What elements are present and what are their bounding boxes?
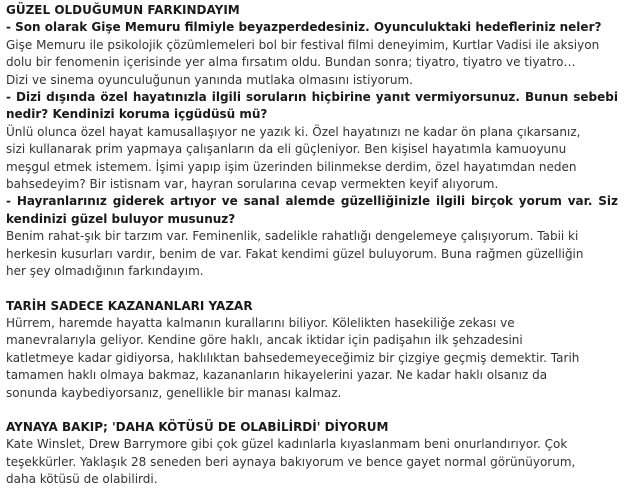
section-heading-guzel: GÜZEL OLDUĞUMUN FARKINDAYIM — [6, 3, 240, 17]
answer-line: herkesin kusurları vardır, benim de var. Fakat kendimi güzel buluyorum. Buna rağmen güzelliğin — [6, 246, 584, 261]
section-heading-aynaya: AYNAYA BAKIP; 'DAHA KÖTÜSÜ DE OLABİLİRDİ' DİYORUM — [6, 419, 389, 434]
answer-line: Gişe Memuru ile psikolojik çözümlemeleri bol bir festival filmi deneyimim, Kurtlar Vadisi ile aksiyon — [6, 37, 600, 52]
spacer — [6, 281, 618, 298]
answer-line: Dizi ve sinema oyunculuğunun yanında mutlaka olmasını istiyorum. — [6, 72, 413, 87]
spacer — [6, 402, 618, 419]
paragraph-line: manevralarıyla geliyor. Kendine göre haklı, ancak iktidar için padişahın ilk şehzadesini — [6, 333, 523, 348]
answer-line: Benim rahat-şık bir tarzım var. Feminenlik, sadelikle rahatlığı dengelemeye çalışıyorum. Tabii ki — [6, 229, 579, 244]
paragraph-line: sonunda kaybediyorsanız, genellikle bir manası kalmaz. — [6, 385, 342, 400]
answer-line: meşgul etmek istemem. İşimi yapıp işim üzerinden bilinmekse derdim, özel hayatımdan neden — [6, 159, 577, 174]
qa-block-1 — [6, 19, 618, 89]
paragraph-line: katletmeye kadar gidiyorsa, haklılıktan bahsedemeyeceğimiz bir çizgiye geçmiş demektir. Tarih — [6, 350, 580, 365]
answer-line: bahsedeyim? Bir istisnam var, hayran sorularına cevap vermekten keyif alıyorum. — [6, 177, 499, 192]
answer-line: her şey olmadığının farkındayım. — [6, 264, 204, 279]
qa-block-2 — [6, 89, 618, 193]
question-1: - Son olarak Gişe Memuru filmiyle beyazperdedesiniz. Oyunculuktaki hedefleriniz neler? — [6, 20, 602, 35]
answer-line: sizi kullanarak prim yapmaya çalışanların da eli güçleniyor. Ben kişisel hayatımla kamuoyunu — [6, 142, 567, 157]
question-3: - Hayranlarınız giderek artıyor ve sanal alemde güzelliğinizle ilgili birçok yorum var. Siz kendinizi güzel buluyor musunuz? — [6, 194, 618, 226]
qa-block-3 — [6, 193, 618, 280]
paragraph-line: teşekkürler. Yaklaşık 28 seneden beri aynaya bakıyorum ve bence gayet normal görünüyorum, — [6, 454, 576, 469]
answer-line: dolu bir fenomenin içerisinde yer alma fırsatım oldu. Bundan sonra; tiyatro, tiyatro ve tiyatro… — [6, 55, 576, 70]
aynaya-paragraph — [6, 436, 618, 488]
paragraph-line: tamamen haklı olmaya bakmaz, kazananların hikayelerini yazar. Ne kadar haklı olsanız da — [6, 368, 548, 383]
answer-3 — [6, 228, 618, 280]
question-2: - Dizi dışında özel hayatınızla ilgili soruların hiçbirine yanıt vermiyorsunuz. Bunun sebebi nedir? Kendinizi koruma içgüdüsü mü? — [6, 90, 618, 122]
paragraph-line: Hürrem, haremde hayatta kalmanın kurallarını biliyor. Kölelikten hasekiliğe zekası ve — [6, 315, 515, 330]
tarih-paragraph — [6, 315, 618, 402]
answer-line: Ünlü olunca özel hayat kamusallaşıyor ne yazık ki. Özel hayatınızı ne kadar ön plana çıkarsanız, — [6, 124, 581, 139]
section-heading-tarih: TARİH SADECE KAZANANLARI YAZAR — [6, 298, 253, 313]
paragraph-line: daha kötüsü de olabilirdi. — [6, 472, 158, 487]
answer-2 — [6, 124, 618, 194]
answer-1 — [6, 37, 618, 89]
paragraph-line: Kate Winslet, Drew Barrymore gibi çok güzel kadınlarla kıyaslanmam beni onurlandırıyor. Çok — [6, 437, 568, 452]
